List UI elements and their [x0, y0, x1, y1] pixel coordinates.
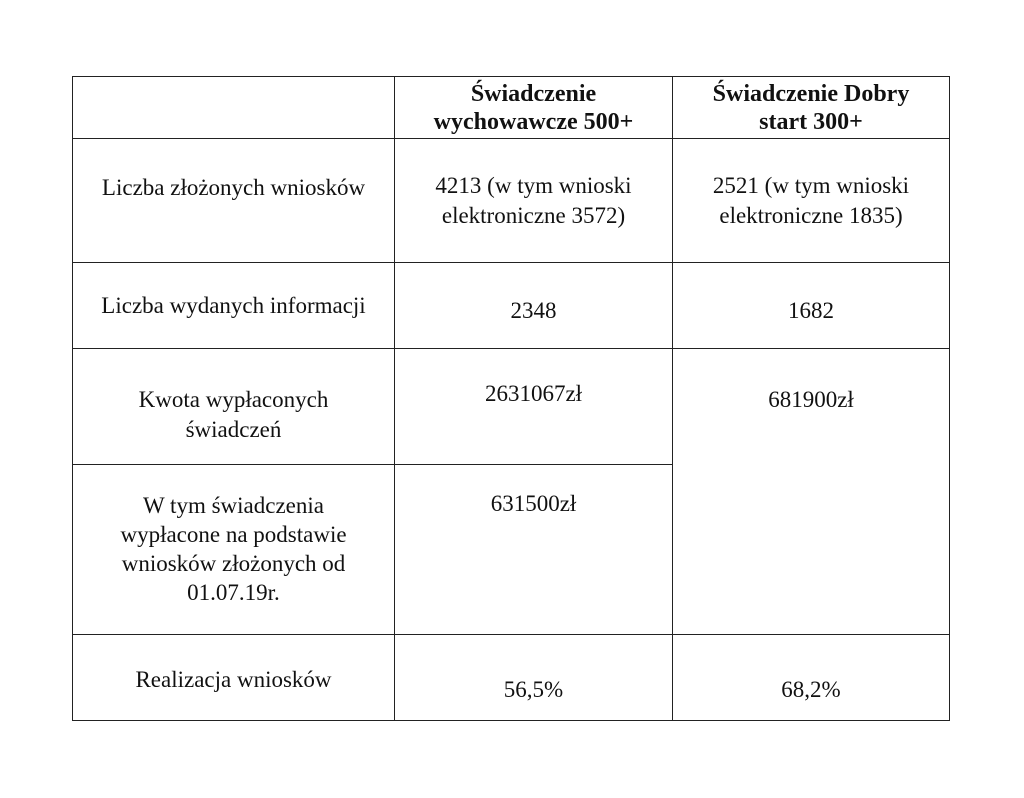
header-benefit-300: [673, 77, 950, 139]
cell-amount-300: 681900zł: [673, 349, 950, 635]
cell-amount-500: 2631067zł: [395, 349, 673, 465]
cell-applications-500: [395, 139, 673, 263]
row-label-realization: Realizacja wniosków: [73, 635, 395, 721]
table-row-realization: [73, 635, 950, 721]
cell-applications-300-line2: elektroniczne 1835): [719, 203, 903, 228]
row-label-subset-line2: wypłacone na podstawie: [120, 522, 347, 547]
header-benefit-500-line2: wychowawcze 500+: [433, 108, 634, 135]
row-label-amount: [73, 349, 395, 465]
row-label-amount-line1: Kwota wypłaconych: [138, 387, 329, 412]
header-benefit-500: [395, 77, 673, 139]
table-row-applications: [73, 139, 950, 263]
cell-information-500: 2348: [395, 263, 673, 349]
header-benefit-300-line2: start 300+: [759, 108, 863, 135]
cell-applications-500-line2: elektroniczne 3572): [441, 203, 626, 228]
header-benefit-300-line1: Świadczenie Dobry: [712, 80, 910, 107]
row-label-subset-line4: 01.07.19r.: [187, 580, 280, 605]
table-row-amount: [73, 349, 950, 465]
cell-information-300: 1682: [673, 263, 950, 349]
benefits-table: [72, 76, 950, 721]
table-header-row: [73, 77, 950, 139]
table-row-information: [73, 263, 950, 349]
row-label-amount-line2: świadczeń: [185, 417, 282, 442]
row-label-subset-line3: wniosków złożonych od: [121, 551, 346, 576]
cell-realization-500: 56,5%: [395, 635, 673, 721]
cell-applications-300-line1: 2521 (w tym wnioski: [712, 173, 910, 198]
header-empty-cell: [73, 77, 395, 139]
row-label-information: Liczba wydanych informacji: [73, 263, 395, 349]
cell-applications-500-line1: 4213 (w tym wnioski: [435, 173, 632, 198]
cell-applications-300: [673, 139, 950, 263]
cell-realization-300: 68,2%: [673, 635, 950, 721]
cell-subset-500: 631500zł: [395, 465, 673, 635]
row-label-subset-line1: W tym świadczenia: [143, 493, 324, 518]
row-label-subset: [73, 465, 395, 635]
header-benefit-500-line1: Świadczenie: [470, 80, 597, 107]
row-label-applications: Liczba złożonych wniosków: [73, 139, 395, 263]
